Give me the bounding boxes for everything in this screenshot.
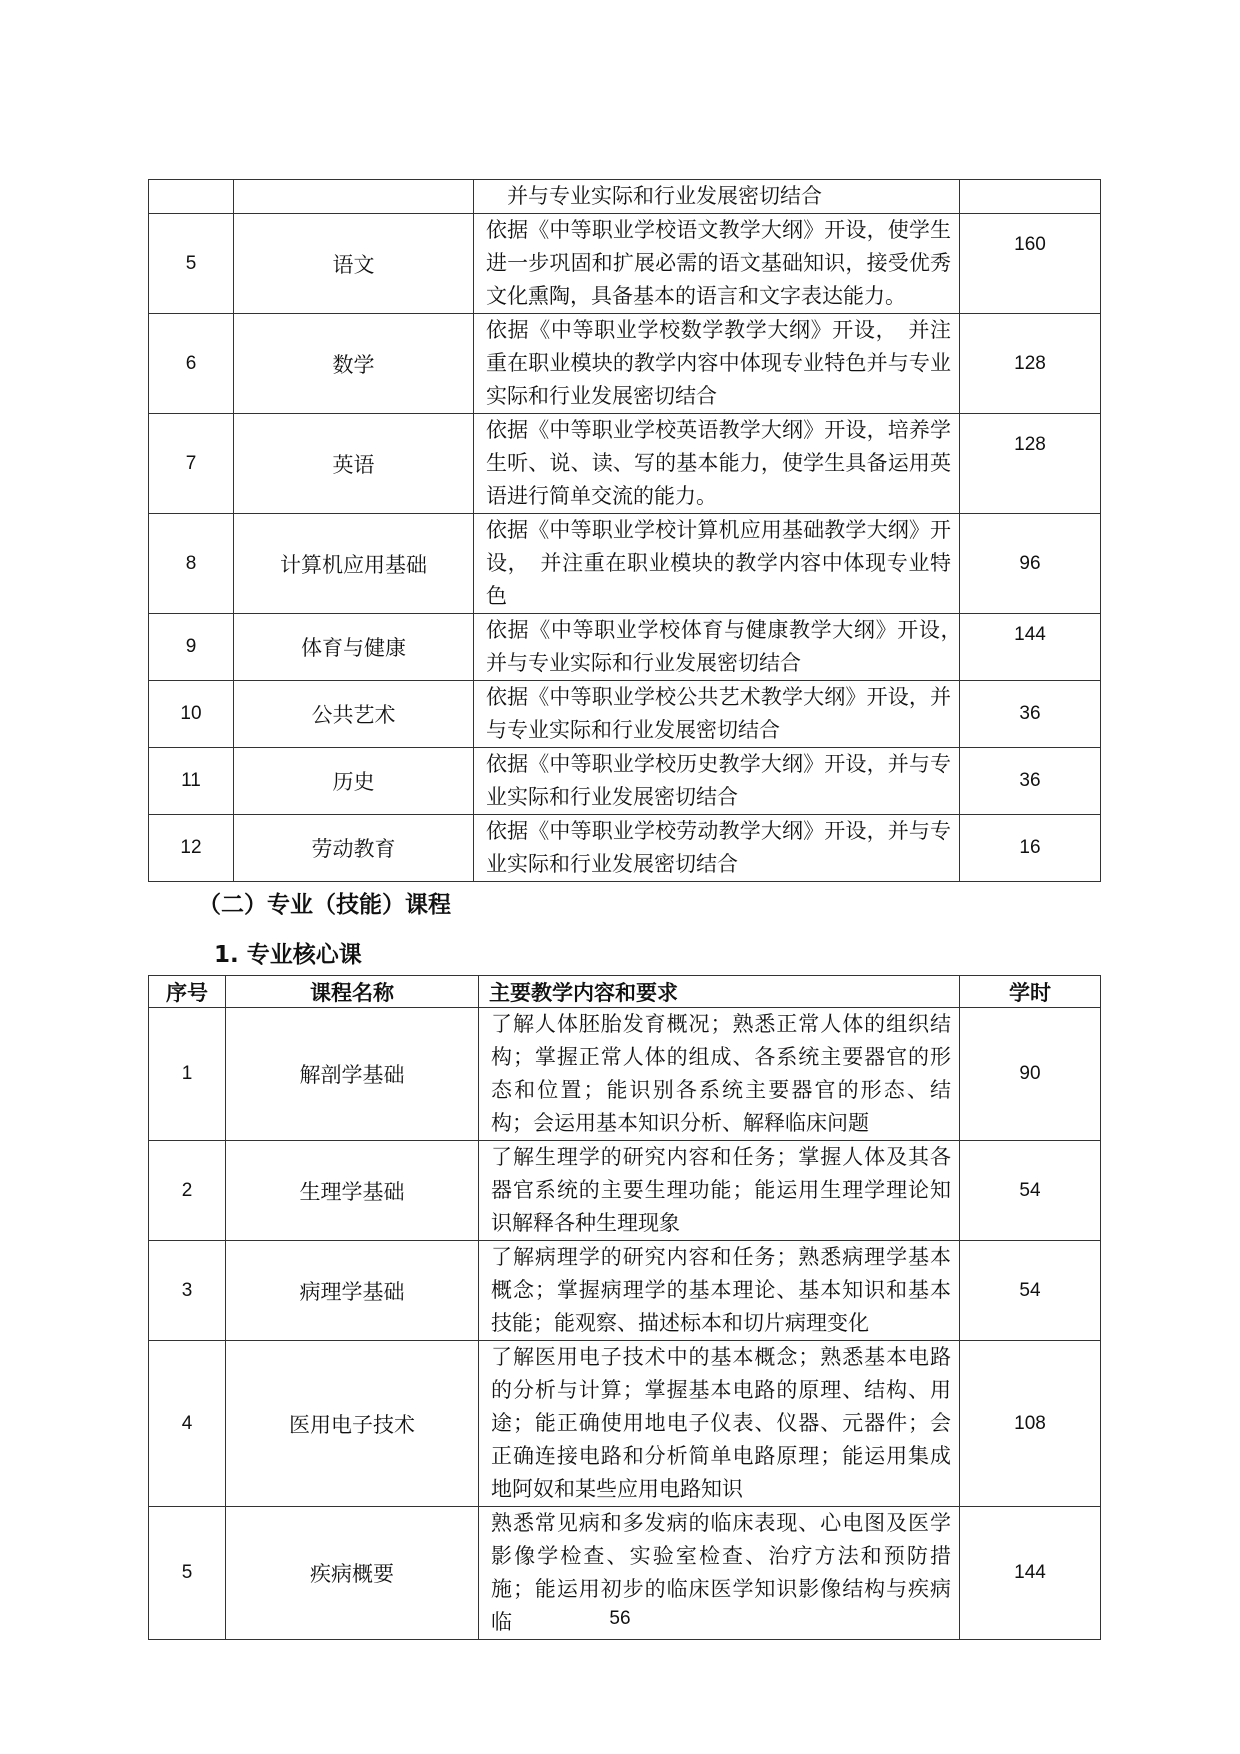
table-row bbox=[149, 414, 1101, 514]
course-number: 2 bbox=[149, 1141, 226, 1241]
course-hours: 96 bbox=[960, 514, 1101, 614]
course-description: 依据《中等职业学校计算机应用基础教学大纲》开设， 并注重在职业模块的教学内容中体现专业特色 bbox=[474, 514, 960, 614]
course-name: 数学 bbox=[234, 314, 474, 414]
course-name: 计算机应用基础 bbox=[234, 514, 474, 614]
course-name: 体育与健康 bbox=[234, 614, 474, 681]
course-number: 6 bbox=[149, 314, 234, 414]
course-description: 了解人体胚胎发育概况；熟悉正常人体的组织结构；掌握正常人体的组成、各系统主要器官的形态和位置；能识别各系统主要器官的形态、结构；会运用基本知识分析、解释临床问题 bbox=[479, 1008, 960, 1141]
course-description: 依据《中等职业学校体育与健康教学大纲》开设， 并与专业实际和行业发展密切结合 bbox=[474, 614, 960, 681]
course-description: 依据《中等职业学校英语教学大纲》开设，培养学生听、说、读、写的基本能力，使学生具备运用英语进行简单交流的能力。 bbox=[474, 414, 960, 514]
course-description: 依据《中等职业学校语文教学大纲》开设，使学生进一步巩固和扩展必需的语文基础知识，接受优秀文化熏陶，具备基本的语言和文字表达能力。 bbox=[474, 214, 960, 314]
course-description: 熟悉常见病和多发病的临床表现、心电图及医学影像学检查、实验室检查、治疗方法和预防措施；能运用初步的临床医学知识影像结构与疾病临 bbox=[479, 1507, 960, 1640]
course-name: 病理学基础 bbox=[226, 1241, 479, 1341]
course-hours bbox=[960, 180, 1101, 214]
table-row bbox=[149, 681, 1101, 748]
core-courses-table bbox=[148, 975, 1101, 1640]
course-name: 疾病概要 bbox=[226, 1507, 479, 1640]
course-hours: 144 bbox=[960, 1507, 1101, 1640]
course-description: 了解生理学的研究内容和任务；掌握人体及其各器官系统的主要生理功能；能运用生理学理论知识解释各种生理现象 bbox=[479, 1141, 960, 1241]
course-hours: 128 bbox=[960, 414, 1101, 514]
course-name: 劳动教育 bbox=[234, 815, 474, 882]
course-hours: 54 bbox=[960, 1241, 1101, 1341]
course-description: 依据《中等职业学校数学教学大纲》开设， 并注重在职业模块的教学内容中体现专业特色并与专业实际和行业发展密切结合 bbox=[474, 314, 960, 414]
header-description: 主要教学内容和要求 bbox=[479, 976, 960, 1008]
course-description: 依据《中等职业学校公共艺术教学大纲》开设，并与专业实际和行业发展密切结合 bbox=[474, 681, 960, 748]
course-hours: 90 bbox=[960, 1008, 1101, 1141]
course-hours: 108 bbox=[960, 1341, 1101, 1507]
course-number: 11 bbox=[149, 748, 234, 815]
table-row bbox=[149, 180, 1101, 214]
course-name: 生理学基础 bbox=[226, 1141, 479, 1241]
course-description: 并与专业实际和行业发展密切结合 bbox=[474, 180, 960, 214]
course-description: 依据《中等职业学校劳动教学大纲》开设，并与专业实际和行业发展密切结合 bbox=[474, 815, 960, 882]
course-hours: 128 bbox=[960, 314, 1101, 414]
course-number: 9 bbox=[149, 614, 234, 681]
course-description: 了解医用电子技术中的基本概念；熟悉基本电路的分析与计算；掌握基本电路的原理、结构、用途；能正确使用地电子仪表、仪器、元器件；会正确连接电路和分析简单电路原理；能运用集成地阿奴和某些应用电路知识 bbox=[479, 1341, 960, 1507]
course-name: 语文 bbox=[234, 214, 474, 314]
course-hours: 54 bbox=[960, 1141, 1101, 1241]
table-row bbox=[149, 1008, 1101, 1141]
page-number: 56 bbox=[609, 1608, 631, 1629]
course-number: 12 bbox=[149, 815, 234, 882]
header-number: 序号 bbox=[149, 976, 226, 1008]
course-number: 7 bbox=[149, 414, 234, 514]
subsection-heading: 1. 专业核心课 bbox=[214, 942, 362, 968]
course-number: 5 bbox=[149, 1507, 226, 1640]
course-hours: 160 bbox=[960, 214, 1101, 314]
course-hours: 36 bbox=[960, 748, 1101, 815]
course-number: 3 bbox=[149, 1241, 226, 1341]
section-heading: （二）专业（技能）课程 bbox=[198, 892, 451, 918]
course-hours: 144 bbox=[960, 614, 1101, 681]
table-row bbox=[149, 1341, 1101, 1507]
course-name: 公共艺术 bbox=[234, 681, 474, 748]
table-row bbox=[149, 514, 1101, 614]
course-description: 了解病理学的研究内容和任务；熟悉病理学基本概念；掌握病理学的基本理论、基本知识和基本技能；能观察、描述标本和切片病理变化 bbox=[479, 1241, 960, 1341]
table-row bbox=[149, 815, 1101, 882]
header-hours: 学时 bbox=[960, 976, 1101, 1008]
course-number: 10 bbox=[149, 681, 234, 748]
course-name: 英语 bbox=[234, 414, 474, 514]
course-description: 依据《中等职业学校历史教学大纲》开设，并与专业实际和行业发展密切结合 bbox=[474, 748, 960, 815]
table-row bbox=[149, 214, 1101, 314]
table-row bbox=[149, 314, 1101, 414]
course-number: 1 bbox=[149, 1008, 226, 1141]
course-name bbox=[234, 180, 474, 214]
table-row bbox=[149, 1141, 1101, 1241]
header-course-name: 课程名称 bbox=[226, 976, 479, 1008]
course-number: 5 bbox=[149, 214, 234, 314]
course-number: 8 bbox=[149, 514, 234, 614]
course-name: 历史 bbox=[234, 748, 474, 815]
course-name: 医用电子技术 bbox=[226, 1341, 479, 1507]
table-row bbox=[149, 748, 1101, 815]
table-row bbox=[149, 614, 1101, 681]
general-courses-table bbox=[148, 179, 1101, 882]
course-number bbox=[149, 180, 234, 214]
table-header-row bbox=[149, 976, 1101, 1008]
course-hours: 36 bbox=[960, 681, 1101, 748]
course-name: 解剖学基础 bbox=[226, 1008, 479, 1141]
course-hours: 16 bbox=[960, 815, 1101, 882]
course-number: 4 bbox=[149, 1341, 226, 1507]
table-row bbox=[149, 1241, 1101, 1341]
